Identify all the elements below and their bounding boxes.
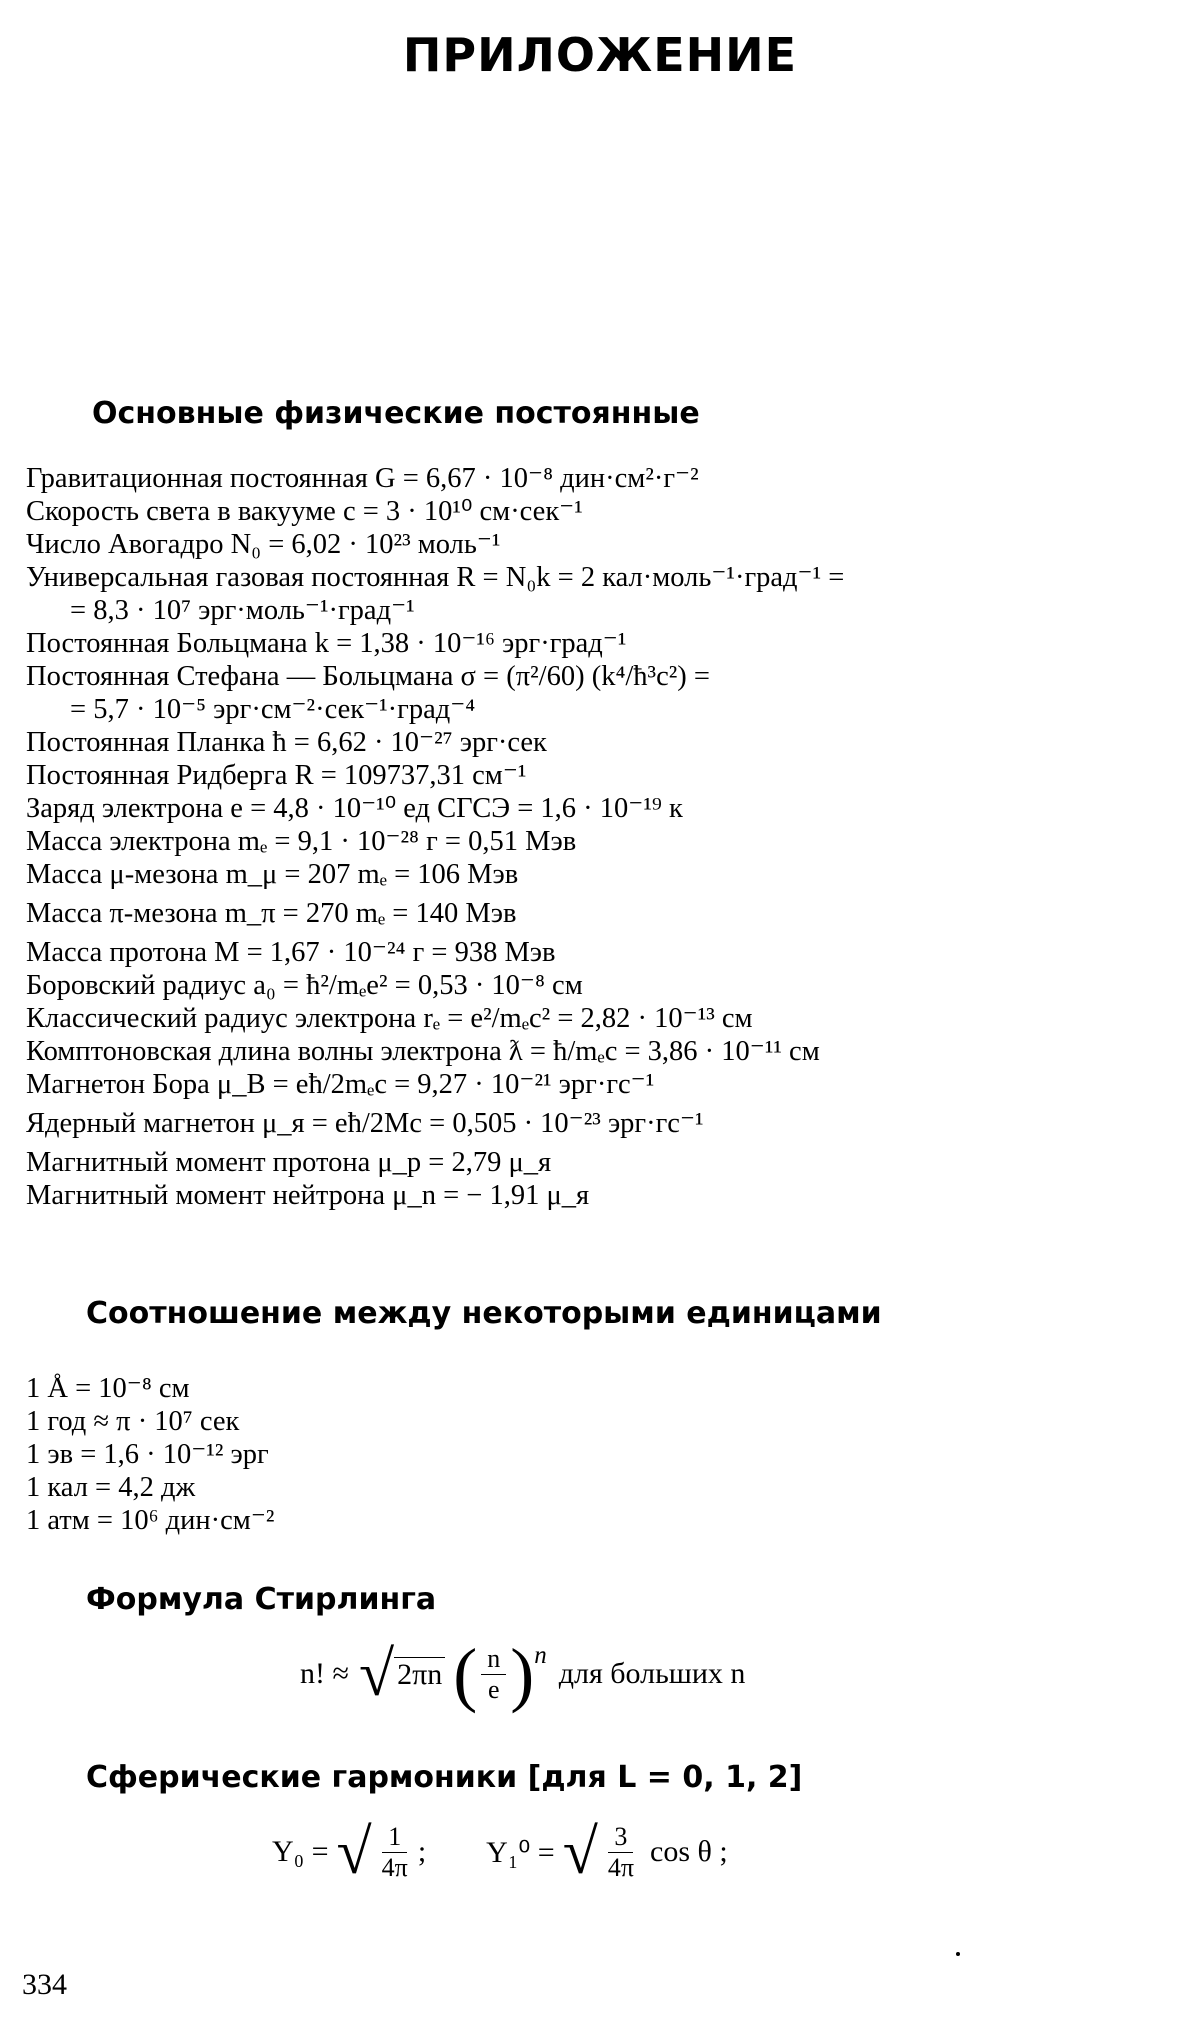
constant-line: Масса π-мезона m_π = 270 mₑ = 140 Мэв [26,898,517,929]
constant-line: Постоянная Ридберга R = 109737,31 см⁻¹ [26,760,527,791]
constant-line: Масса электрона mₑ = 9,1 · 10⁻²⁸ г = 0,51 Мэв [26,826,577,857]
left-paren: ( [453,1634,478,1714]
unit-line: 1 Å = 10⁻⁸ см [26,1373,190,1404]
unit-line: 1 эв = 1,6 · 10⁻¹² эрг [26,1439,269,1470]
constants-heading: Основные физические постоянные [92,396,700,431]
speck-dot [956,1952,960,1956]
constant-line: Скорость света в вакууме c = 3 · 10¹⁰ см·сек⁻¹ [26,496,583,527]
harmonics-heading: Сферические гармоники [для L = 0, 1, 2] [86,1760,803,1795]
constant-line: Постоянная Планка ħ = 6,62 · 10⁻²⁷ эрг·сек [26,727,547,758]
page-title: ПРИЛОЖЕНИЕ [402,28,798,82]
units-heading: Соотношение между некоторыми единицами [86,1296,882,1331]
y1-lhs: Y₁⁰ = [486,1835,555,1869]
right-paren: ) [510,1634,535,1714]
constants-list [26,462,844,1212]
stirling-fraction [481,1644,506,1705]
constant-line: Магнитный момент нейтрона μ_n = − 1,91 μ_я [26,1180,590,1211]
y1-fraction [602,1822,640,1883]
y0-den: 4π [381,1852,408,1882]
constant-line: Магнетон Бора μ_B = eħ/2mₑc = 9,27 · 10⁻²¹ эрг·гс⁻¹ [26,1069,655,1100]
y0-separator: ; [417,1835,427,1868]
harmonics-formula [272,1816,728,1887]
constant-line: Постоянная Стефана — Больцмана σ = (π²/60) (k⁴/ħ³c²) = [26,661,710,692]
sqrt-sign: √ [562,1816,598,1887]
constant-line: Заряд электрона e = 4,8 · 10⁻¹⁰ ед СГСЭ = 1,6 · 10⁻¹⁹ к [26,793,683,824]
constant-line: Боровский радиус a₀ = ħ²/mₑe² = 0,53 · 10⁻⁸ см [26,970,583,1001]
constant-line: Магнитный момент протона μ_p = 2,79 μ_я [26,1147,552,1178]
y0-lhs: Y₀ = [272,1835,329,1868]
stirling-lhs: n! ≈ [300,1657,349,1690]
page-number: 334 [22,1968,67,2001]
constant-line: Гравитационная постоянная G = 6,67 · 10⁻⁸ дин·см²·г⁻² [26,463,699,494]
stirling-frac-den: e [487,1674,500,1704]
constant-line: Комптоновская длина волны электрона ƛ = ħ/mₑc = 3,86 · 10⁻¹¹ см [26,1036,820,1067]
constant-line: Универсальная газовая постоянная R = N₀k = 2 кал·моль⁻¹·град⁻¹ = [26,562,845,593]
unit-line: 1 атм = 10⁶ дин·см⁻² [26,1505,275,1536]
constant-line: Постоянная Больцмана k = 1,38 · 10⁻¹⁶ эрг·град⁻¹ [26,628,627,659]
stirling-tail: для больших n [558,1657,746,1690]
constant-line: Число Авогадро N₀ = 6,02 · 10²³ моль⁻¹ [26,529,501,560]
sqrt-sign: √ [358,1638,395,1709]
constant-line: = 5,7 · 10⁻⁵ эрг·см⁻²·сек⁻¹·град⁻⁴ [70,694,476,725]
constant-line: = 8,3 · 10⁷ эрг·моль⁻¹·град⁻¹ [70,595,415,626]
y1-num: 3 [608,1822,633,1853]
constant-line: Классический радиус электрона rₑ = e²/mₑc² = 2,82 · 10⁻¹³ см [26,1003,753,1034]
constant-line: Ядерный магнетон μ_я = eħ/2Mc = 0,505 · 10⁻²³ эрг·гс⁻¹ [26,1108,704,1139]
sqrt-sign: √ [336,1816,372,1887]
units-list [26,1372,274,1537]
y0-fraction [376,1822,414,1883]
unit-line: 1 кал = 4,2 дж [26,1472,196,1503]
y1-tail: cos θ ; [650,1835,728,1868]
constant-line: Масса протона M = 1,67 · 10⁻²⁴ г = 938 Мэв [26,937,556,968]
unit-line: 1 год ≈ π · 10⁷ сек [26,1406,240,1437]
y1-den: 4π [607,1852,634,1882]
constant-line: Масса μ-мезона m_μ = 207 mₑ = 106 Мэв [26,859,519,890]
stirling-formula [300,1634,746,1714]
stirling-frac-num: n [481,1644,506,1675]
stirling-heading: Формула Стирлинга [86,1582,437,1617]
stirling-sqrt-arg: 2πn [394,1657,445,1692]
y0-num: 1 [382,1822,407,1853]
stirling-power: n [534,1642,547,1669]
